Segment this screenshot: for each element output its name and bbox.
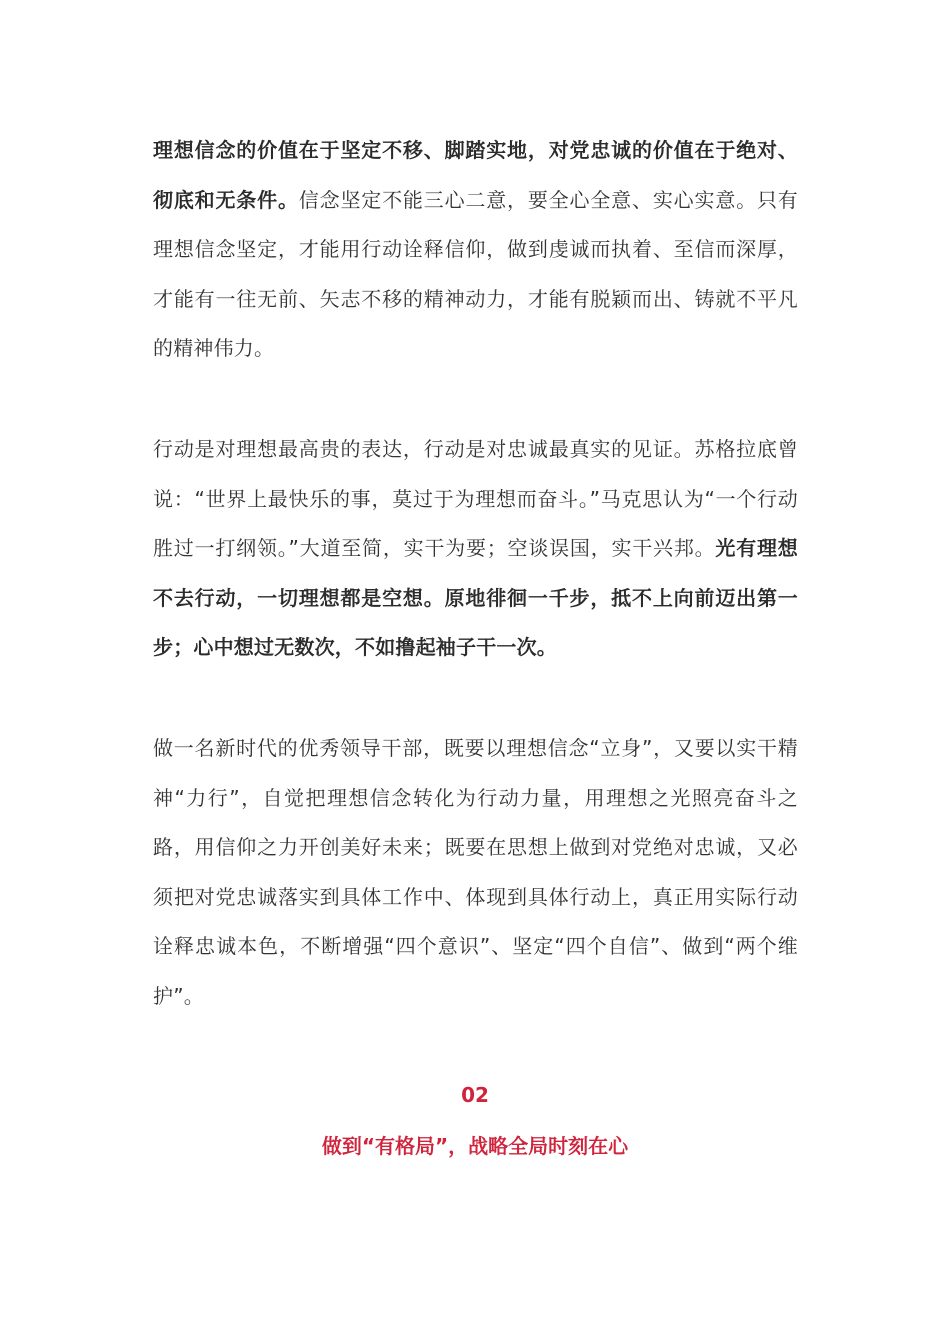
paragraph-bold-lead: 理想信念的价值在于坚定不移、脚踏实地，对党忠诚的价值在于绝对、彻底和无条件。 — [153, 138, 798, 212]
section-title: 做到“有格局”，战略全局时刻在心 — [321, 1134, 629, 1158]
section-number: 02 — [461, 1083, 489, 1107]
paragraph-body: 信念坚定不能三心二意，要全心全意、实心实意。只有理想信念坚定，才能用行动诠释信仰，做到虔诚而执着、至信而深厚，才能有一往无前、矢志不移的精神动力，才能有脱颖而出、铸就不平凡的精神伟力。 — [153, 187, 798, 361]
paragraph-ideals-value — [153, 126, 798, 374]
paragraph-action-expression — [153, 425, 798, 673]
paragraph-bold-tail: 光有理想不去行动，一切理想都是空想。原地徘徊一千步，抵不上向前迈出第一步；心中想过无数次，不如撸起袖子干一次。 — [153, 536, 798, 660]
paragraph-body: 行动是对理想最高贵的表达，行动是对忠诚最真实的见证。苏格拉底曾说：“世界上最快乐的事，莫过于为理想而奋斗。”马克思认为“一个行动胜过一打纲领。”大道至简，实干为要；空谈误国，实干兴邦。 — [153, 437, 798, 561]
paragraph-body: 做一名新时代的优秀领导干部，既要以理想信念“立身”，又要以实干精神“力行”，自觉把理想信念转化为行动力量，用理想之光照亮奋斗之路，用信仰之力开创美好未来；既要在思想上做到对党绝对忠诚，又必须把对党忠诚落实到具体工作中、体现到具体行动上，真正用实际行动诠释忠诚本色，不断增强“四个意识”、坚定“四个自信”、做到“两个维护”。 — [153, 736, 798, 1008]
paragraph-new-era-cadre — [153, 724, 798, 1022]
